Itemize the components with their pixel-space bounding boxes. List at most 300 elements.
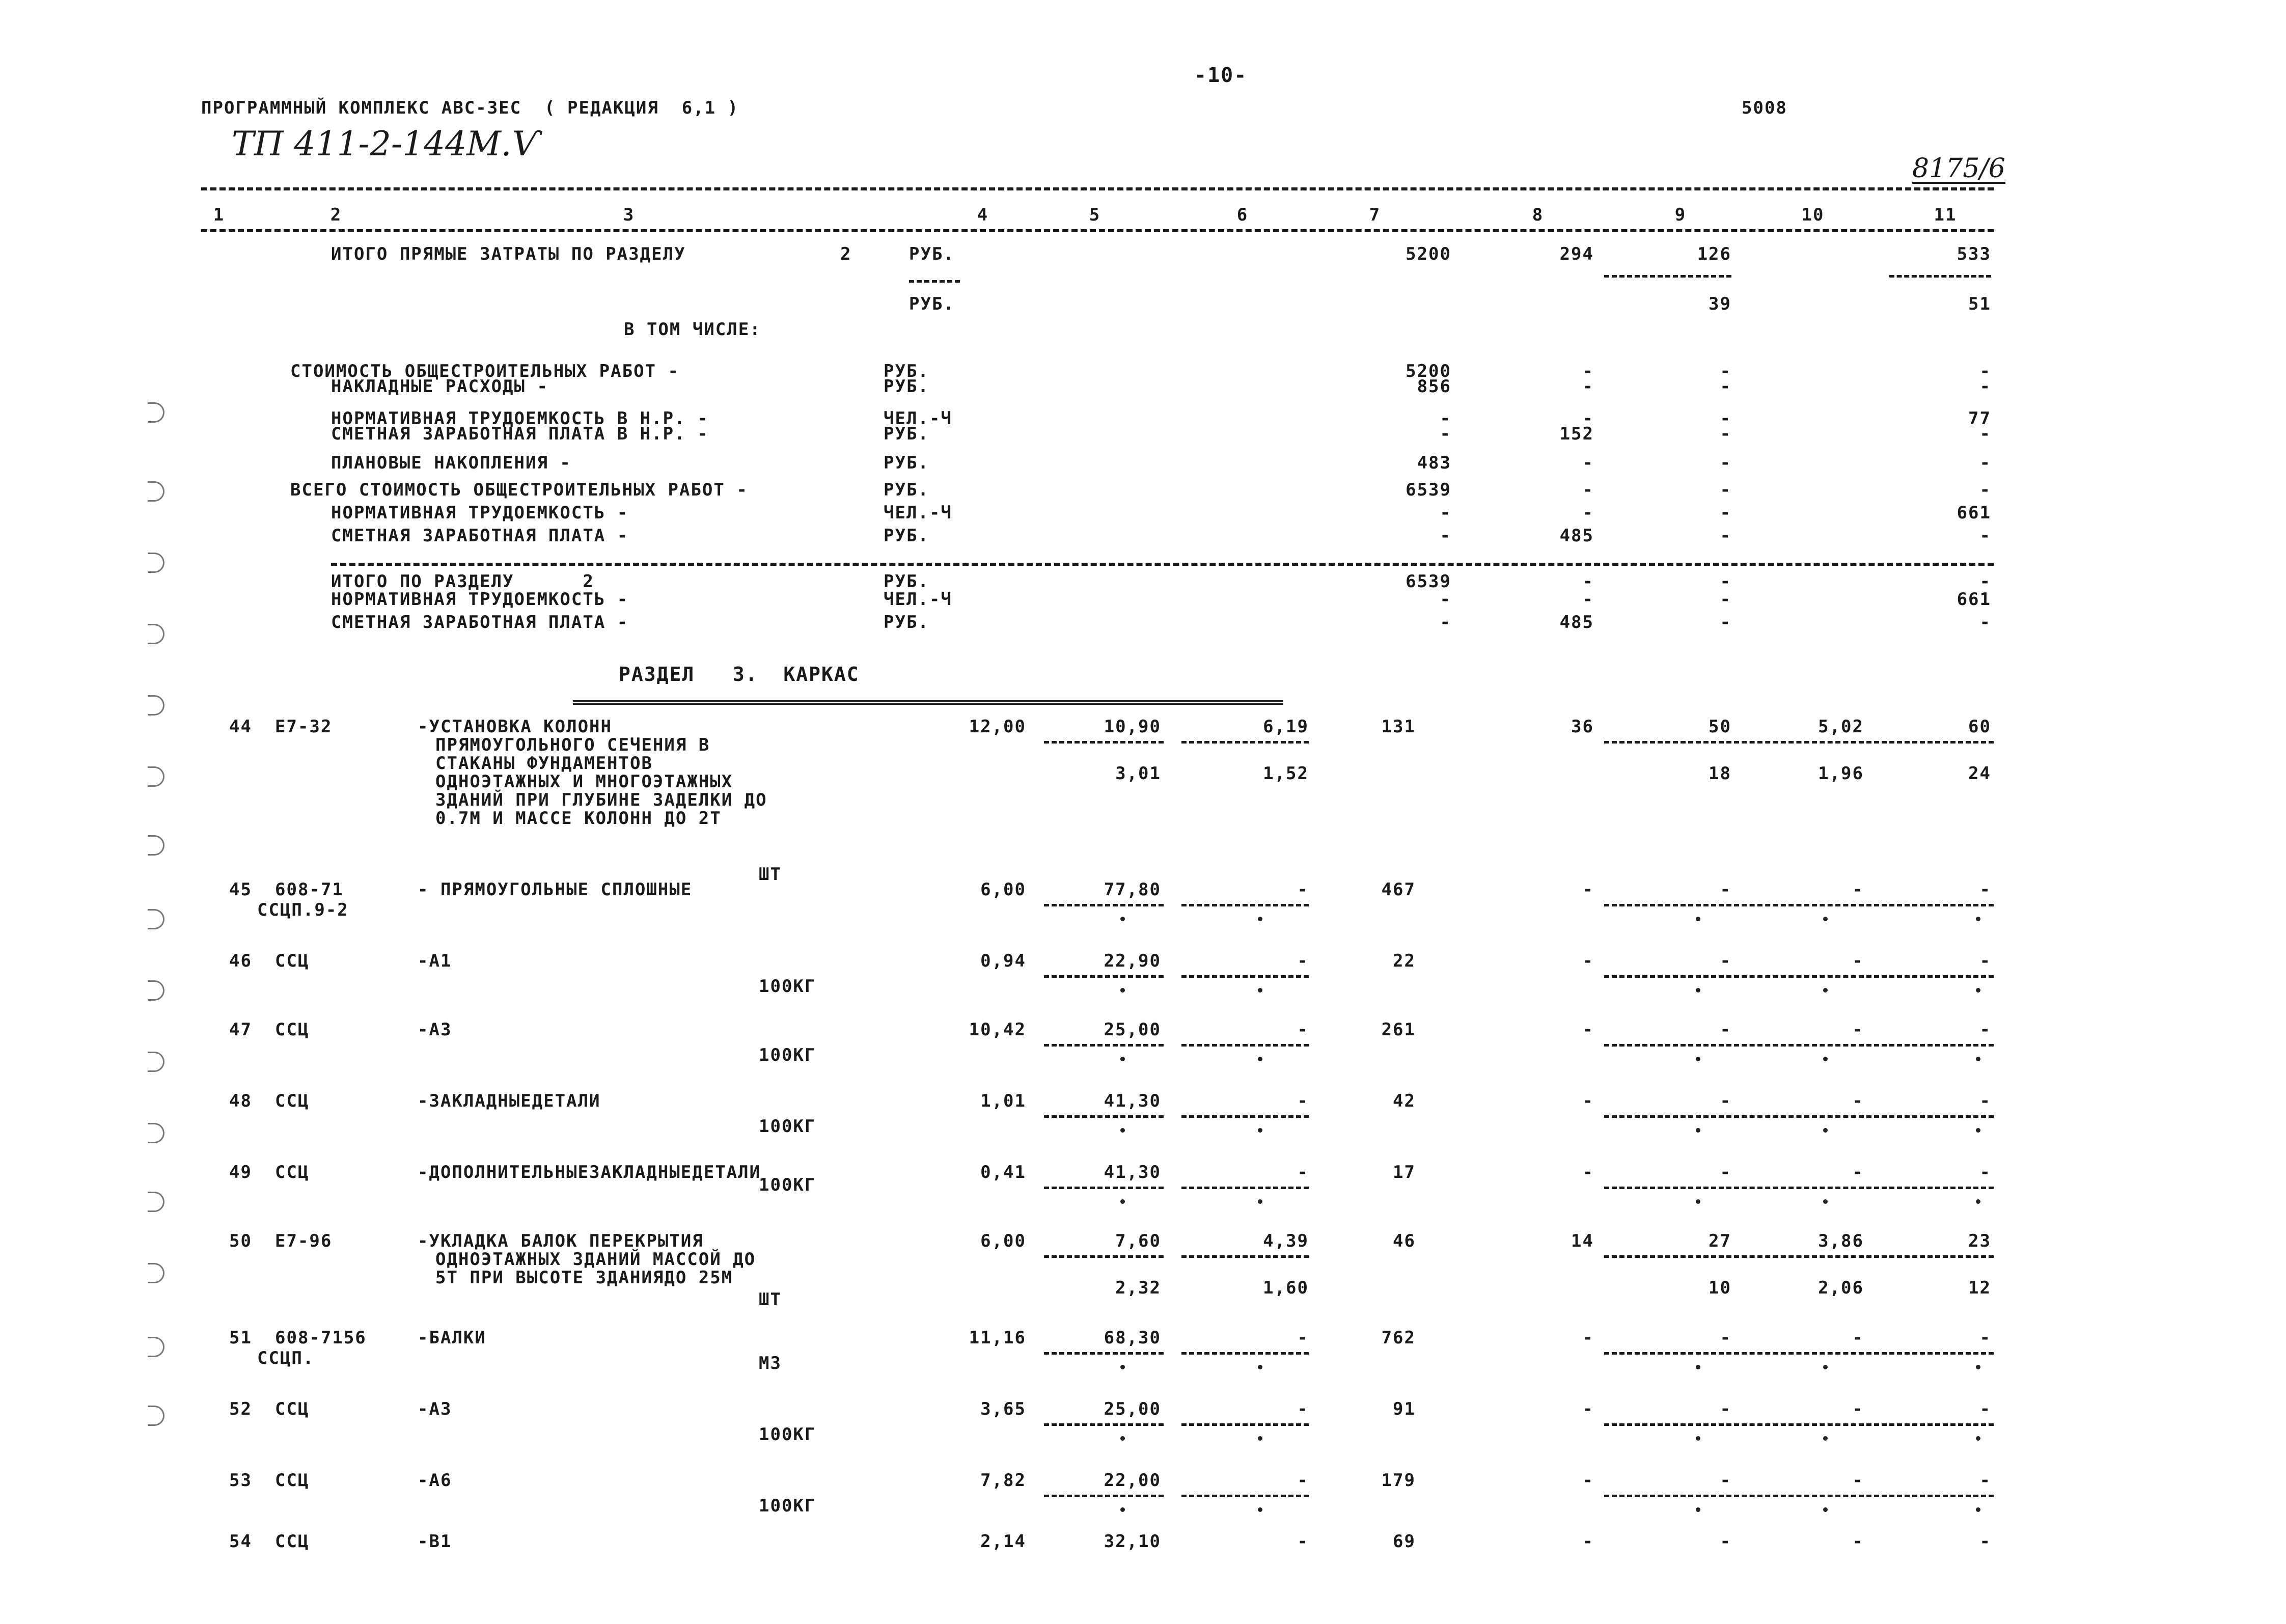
item-total-cost: 42	[1393, 1091, 1416, 1111]
binder-hole-mark	[148, 1123, 164, 1143]
item-sub-rule	[1044, 741, 1164, 744]
item-description-line: -УКЛАДКА БАЛОК ПЕРЕКРЫТИЯ	[418, 1231, 704, 1251]
item-c11: -	[1979, 1091, 1991, 1111]
item-description-line: -А1	[418, 951, 452, 971]
empty-value-mark	[1976, 988, 1980, 993]
item-sub-rule	[1181, 741, 1309, 744]
item-quantity: 0,94	[980, 951, 1026, 971]
item-number: 53	[229, 1470, 252, 1491]
summary-sub-rule-c11	[1889, 275, 1991, 278]
item-c9: -	[1720, 1328, 1731, 1348]
item-code: 608-7156	[275, 1328, 367, 1348]
summary-row-unit: РУБ.	[884, 526, 929, 546]
item-description-line: -ДОПОЛНИТЕЛЬНЫЕЗАКЛАДНЫЕДЕТАЛИ	[418, 1162, 761, 1182]
item-unit: М3	[759, 1353, 782, 1373]
empty-value-mark	[1976, 1365, 1980, 1369]
item-c11: -	[1979, 1399, 1991, 1419]
summary-row-c7: 856	[1417, 376, 1451, 397]
summary-row-label: СМЕТНАЯ ЗАРАБОТНАЯ ПЛАТА -	[331, 526, 629, 546]
item-wage-cost-labour: 1,52	[1263, 763, 1309, 784]
item-sub-rule	[1181, 1115, 1309, 1118]
item-quantity: 1,01	[980, 1091, 1026, 1111]
item-sub-rule	[1866, 1044, 1994, 1047]
item-unit: ШТ	[759, 864, 782, 885]
item-unit-cost: 41,30	[1104, 1091, 1161, 1111]
summary-row-c8: 485	[1559, 526, 1594, 546]
item-c10-labour: 2,06	[1818, 1278, 1864, 1298]
column-numbers-rule	[201, 229, 1994, 232]
item-quantity: 2,14	[980, 1531, 1026, 1552]
section-3-title: РАЗДЕЛ 3. КАРКАС	[619, 663, 860, 685]
item-wage-cost: -	[1297, 1470, 1309, 1491]
summary-row-c7: -	[1440, 424, 1451, 444]
total-row-unit: РУБ.	[884, 571, 929, 592]
item-sub-rule	[1734, 975, 1864, 978]
item-total-wage: -	[1582, 1162, 1594, 1182]
item-code-2: ССЦП.	[257, 1348, 315, 1368]
empty-value-mark	[1258, 988, 1262, 993]
item-number: 48	[229, 1091, 252, 1111]
empty-value-mark	[1120, 1057, 1125, 1061]
item-code: ССЦ	[275, 951, 310, 971]
summary-row-c9: -	[1720, 408, 1731, 429]
table-top-rule	[201, 187, 1994, 190]
summary-row-c9: -	[1720, 424, 1731, 444]
item-unit-cost: 22,00	[1104, 1470, 1161, 1491]
empty-value-mark	[1976, 1057, 1980, 1061]
item-sub-rule	[1181, 1352, 1309, 1355]
item-wage-cost: -	[1297, 1531, 1309, 1552]
section-3-title-underline	[573, 700, 1283, 705]
item-c9-labour: 18	[1709, 763, 1731, 784]
binder-hole-mark	[148, 402, 164, 423]
item-sub-rule	[1181, 904, 1309, 906]
binder-hole-mark	[148, 909, 164, 929]
item-sub-rule	[1604, 1044, 1731, 1047]
column-number: 9	[1674, 205, 1687, 225]
item-c10: -	[1852, 1091, 1864, 1111]
summary-row-c8: -	[1582, 503, 1594, 523]
item-unit-cost: 22,90	[1104, 951, 1161, 971]
item-wage-cost: 6,19	[1263, 717, 1309, 737]
item-sub-rule	[1866, 1495, 1994, 1497]
item-unit-cost: 25,00	[1104, 1020, 1161, 1040]
empty-value-mark	[1823, 1365, 1828, 1369]
empty-value-mark	[1696, 1436, 1700, 1441]
item-total-cost: 762	[1381, 1328, 1416, 1348]
item-unit: 100КГ	[759, 1424, 816, 1445]
summary-row-label: ВСЕГО СТОИМОСТЬ ОБЩЕСТРОИТЕЛЬНЫХ РАБОТ -	[290, 480, 748, 500]
summary-row-c7: -	[1440, 526, 1451, 546]
item-total-cost: 46	[1393, 1231, 1416, 1251]
item-wage-cost: -	[1297, 951, 1309, 971]
item-sub-rule	[1604, 1115, 1731, 1118]
binder-hole-mark	[148, 980, 164, 1001]
item-unit-cost-labour: 3,01	[1115, 763, 1161, 784]
item-sub-rule	[1866, 1423, 1994, 1426]
item-unit: 100КГ	[759, 1045, 816, 1065]
item-unit-cost: 32,10	[1104, 1531, 1161, 1552]
item-c9: -	[1720, 879, 1731, 900]
column-number: 8	[1532, 205, 1544, 225]
total-row-c9: -	[1720, 612, 1731, 632]
item-sub-rule	[1181, 1495, 1309, 1497]
item-total-cost: 69	[1393, 1531, 1416, 1552]
summary-sub-c9: 39	[1709, 294, 1731, 314]
item-code: ССЦ	[275, 1470, 310, 1491]
item-number: 50	[229, 1231, 252, 1251]
item-number: 46	[229, 951, 252, 971]
item-sub-rule	[1181, 1044, 1309, 1047]
item-wage-cost: -	[1297, 1091, 1309, 1111]
summary-row-unit: РУБ.	[884, 376, 929, 397]
item-description-line: -УСТАНОВКА КОЛОНН	[418, 717, 612, 737]
empty-value-mark	[1120, 1128, 1125, 1133]
item-description-line: -А3	[418, 1399, 452, 1419]
item-sub-rule	[1866, 904, 1994, 906]
item-sub-rule	[1604, 1423, 1731, 1426]
item-quantity: 10,42	[969, 1020, 1026, 1040]
binder-hole-mark	[148, 624, 164, 644]
item-sub-rule	[1044, 904, 1164, 906]
summary-c8: 294	[1559, 244, 1594, 264]
item-description-line: -А6	[418, 1470, 452, 1491]
empty-value-mark	[1976, 917, 1980, 921]
empty-value-mark	[1976, 1199, 1980, 1204]
document-code: 5008	[1742, 98, 1787, 118]
item-sub-rule	[1604, 1255, 1731, 1258]
item-unit: 100КГ	[759, 1175, 816, 1195]
item-c11: -	[1979, 951, 1991, 971]
item-code: Е7-32	[275, 717, 333, 737]
item-c10: -	[1852, 1399, 1864, 1419]
total-row-c7: -	[1440, 612, 1451, 632]
summary-row-c8: -	[1582, 480, 1594, 500]
empty-value-mark	[1258, 1507, 1262, 1512]
summary-sub-rule-c9	[1604, 275, 1731, 278]
summary-row-label: ПЛАНОВЫЕ НАКОПЛЕНИЯ -	[331, 453, 571, 473]
binder-hole-mark	[148, 766, 164, 787]
item-unit: ШТ	[759, 1289, 782, 1310]
item-wage-cost: -	[1297, 1162, 1309, 1182]
item-code: ССЦ	[275, 1020, 310, 1040]
item-sub-rule	[1734, 741, 1864, 744]
empty-value-mark	[1258, 1199, 1262, 1204]
item-sub-rule	[1734, 1352, 1864, 1355]
item-quantity: 11,16	[969, 1328, 1026, 1348]
item-total-wage: -	[1582, 879, 1594, 900]
item-c11-labour: 24	[1968, 763, 1991, 784]
column-number: 1	[213, 205, 225, 225]
binder-hole-mark	[148, 553, 164, 573]
empty-value-mark	[1696, 988, 1700, 993]
item-code: ССЦ	[275, 1531, 310, 1552]
empty-value-mark	[1823, 1507, 1828, 1512]
item-sub-rule	[1866, 1115, 1994, 1118]
item-sub-rule	[1044, 1423, 1164, 1426]
item-description-line: ОДНОЭТАЖНЫХ ЗДАНИЙ МАССОЙ ДО	[435, 1249, 756, 1270]
item-description-line: ОДНОЭТАЖНЫХ И МНОГОЭТАЖНЫХ	[435, 772, 733, 792]
summary-row-c7: 483	[1417, 453, 1451, 473]
item-c11: -	[1979, 1470, 1991, 1491]
empty-value-mark	[1823, 988, 1828, 993]
item-c11: -	[1979, 1531, 1991, 1552]
item-c9: -	[1720, 1162, 1731, 1182]
item-total-wage: 14	[1571, 1231, 1594, 1251]
summary-row-unit: РУБ.	[884, 424, 929, 444]
summary-c11: 533	[1957, 244, 1991, 264]
summary-c9: 126	[1697, 244, 1731, 264]
item-quantity: 6,00	[980, 879, 1026, 900]
summary-section-number: 2	[840, 244, 852, 264]
binder-hole-mark	[148, 481, 164, 502]
total-row-c9: -	[1720, 589, 1731, 610]
item-number: 47	[229, 1020, 252, 1040]
column-number: 3	[623, 205, 635, 225]
item-quantity: 0,41	[980, 1162, 1026, 1182]
summary-row-unit: РУБ.	[884, 361, 929, 381]
column-number: 11	[1934, 205, 1957, 225]
total-row-c9: -	[1720, 571, 1731, 592]
summary-row-label: СМЕТНАЯ ЗАРАБОТНАЯ ПЛАТА В Н.Р. -	[331, 424, 709, 444]
summary-sub-rule-unit	[909, 280, 960, 283]
item-total-wage: 36	[1571, 717, 1594, 737]
item-c11: -	[1979, 1020, 1991, 1040]
column-number: 2	[330, 205, 342, 225]
total-row-c8: -	[1582, 571, 1594, 592]
item-c9: 50	[1709, 717, 1731, 737]
item-wage-cost: -	[1297, 879, 1309, 900]
item-description-line: СТАКАНЫ ФУНДАМЕНТОВ	[435, 753, 653, 774]
item-number: 45	[229, 879, 252, 900]
item-wage-cost: 4,39	[1263, 1231, 1309, 1251]
item-unit-cost: 10,90	[1104, 717, 1161, 737]
empty-value-mark	[1120, 1507, 1125, 1512]
summary-row-c8: -	[1582, 453, 1594, 473]
item-quantity: 3,65	[980, 1399, 1026, 1419]
item-code: ССЦ	[275, 1399, 310, 1419]
summary-row-c11: -	[1979, 376, 1991, 397]
item-sub-rule	[1866, 1187, 1994, 1189]
item-unit: 100КГ	[759, 976, 816, 997]
project-number: ТП 411-2-144М.Ѵ	[232, 124, 541, 163]
item-sub-rule	[1866, 1255, 1994, 1258]
item-wage-cost: -	[1297, 1399, 1309, 1419]
item-sub-rule	[1044, 1115, 1164, 1118]
summary-row-c8: -	[1582, 408, 1594, 429]
total-row-unit: ЧЕЛ.-Ч	[884, 589, 952, 610]
binder-hole-mark	[148, 835, 164, 856]
binder-hole-mark	[148, 1052, 164, 1072]
item-description-line: -А3	[418, 1020, 452, 1040]
item-quantity: 6,00	[980, 1231, 1026, 1251]
item-sub-rule	[1866, 741, 1994, 744]
summary-row-unit: РУБ.	[884, 480, 929, 500]
item-unit-cost: 7,60	[1115, 1231, 1161, 1251]
item-number: 54	[229, 1531, 252, 1552]
summary-label: ИТОГО ПРЯМЫЕ ЗАТРАТЫ ПО РАЗДЕЛУ	[331, 244, 686, 264]
total-row-c8: 485	[1559, 612, 1594, 632]
column-number: 7	[1369, 205, 1381, 225]
item-sub-rule	[1181, 1187, 1309, 1189]
item-sub-rule	[1604, 741, 1731, 744]
item-unit: 100КГ	[759, 1496, 816, 1516]
item-c9: -	[1720, 1531, 1731, 1552]
item-c10: -	[1852, 1531, 1864, 1552]
summary-sub-c11: 51	[1968, 294, 1991, 314]
summary-row-c11: -	[1979, 424, 1991, 444]
item-total-cost: 179	[1381, 1470, 1416, 1491]
item-sub-rule	[1734, 1187, 1864, 1189]
binder-hole-mark	[148, 1263, 164, 1283]
empty-value-mark	[1120, 1365, 1125, 1369]
empty-value-mark	[1696, 1365, 1700, 1369]
empty-value-mark	[1258, 1128, 1262, 1133]
empty-value-mark	[1258, 1365, 1262, 1369]
summary-row-c11: -	[1979, 453, 1991, 473]
item-sub-rule	[1044, 1495, 1164, 1497]
sheet-number: 8175/6	[1912, 153, 2005, 184]
item-wage-cost: -	[1297, 1328, 1309, 1348]
column-number: 5	[1089, 205, 1101, 225]
item-sub-rule	[1734, 1495, 1864, 1497]
item-sub-rule	[1044, 1255, 1164, 1258]
item-code: 608-71	[275, 879, 344, 900]
item-description-line: -ЗАКЛАДНЫЕДЕТАЛИ	[418, 1091, 601, 1111]
item-c9: -	[1720, 1091, 1731, 1111]
item-c10-labour: 1,96	[1818, 763, 1864, 784]
item-sub-rule	[1734, 1044, 1864, 1047]
summary-row-c8: -	[1582, 376, 1594, 397]
item-code: ССЦ	[275, 1162, 310, 1182]
item-sub-rule	[1181, 1423, 1309, 1426]
summary-row-c11: -	[1979, 526, 1991, 546]
item-sub-rule	[1181, 1255, 1309, 1258]
item-sub-rule	[1044, 1044, 1164, 1047]
item-total-wage: -	[1582, 1531, 1594, 1552]
item-c11-labour: 12	[1968, 1278, 1991, 1298]
page-number: -10-	[1194, 64, 1248, 87]
item-sub-rule	[1734, 1423, 1864, 1426]
item-unit-cost: 77,80	[1104, 879, 1161, 900]
item-number: 52	[229, 1399, 252, 1419]
empty-value-mark	[1258, 1436, 1262, 1441]
summary-c7: 5200	[1406, 244, 1451, 264]
item-c9: -	[1720, 1470, 1731, 1491]
summary-row-c7: 6539	[1406, 480, 1451, 500]
item-c10: -	[1852, 1470, 1864, 1491]
item-sub-rule	[1604, 1495, 1731, 1497]
item-number: 51	[229, 1328, 252, 1348]
item-c10: 5,02	[1818, 717, 1864, 737]
item-c11: 60	[1968, 717, 1991, 737]
item-c10: -	[1852, 1328, 1864, 1348]
item-code-2: ССЦП.9-2	[257, 900, 349, 920]
item-sub-rule	[1044, 975, 1164, 978]
summary-row-unit: РУБ.	[884, 453, 929, 473]
item-c11: -	[1979, 879, 1991, 900]
empty-value-mark	[1976, 1128, 1980, 1133]
item-description-line: ПРЯМОУГОЛЬНОГО СЕЧЕНИЯ В	[435, 735, 710, 755]
summary-row-c11: 77	[1968, 408, 1991, 429]
summary-row-label: НОРМАТИВНАЯ ТРУДОЕМКОСТЬ В Н.Р. -	[331, 408, 709, 429]
item-sub-rule	[1734, 1115, 1864, 1118]
item-sub-rule	[1044, 1187, 1164, 1189]
including-heading: В ТОМ ЧИСЛЕ:	[624, 319, 761, 340]
binder-hole-mark	[148, 1406, 164, 1426]
item-unit: 100КГ	[759, 1116, 816, 1137]
summary-row-c7: 5200	[1406, 361, 1451, 381]
empty-value-mark	[1823, 917, 1828, 921]
empty-value-mark	[1823, 1128, 1828, 1133]
total-row-c7: -	[1440, 589, 1451, 610]
item-sub-rule	[1044, 1352, 1164, 1355]
summary-row-c7: -	[1440, 503, 1451, 523]
item-wage-cost-labour: 1,60	[1263, 1278, 1309, 1298]
column-number: 6	[1236, 205, 1249, 225]
item-sub-rule	[1866, 975, 1994, 978]
total-row-label: ИТОГО ПО РАЗДЕЛУ 2	[331, 571, 594, 592]
total-row-unit: РУБ.	[884, 612, 929, 632]
item-total-wage: -	[1582, 1399, 1594, 1419]
total-row-c11: 661	[1957, 589, 1991, 610]
column-number: 4	[977, 205, 989, 225]
total-row-c7: 6539	[1406, 571, 1451, 592]
summary-row-c7: -	[1440, 408, 1451, 429]
item-unit-cost-labour: 2,32	[1115, 1278, 1161, 1298]
item-description-line: -В1	[418, 1531, 452, 1552]
item-c9: -	[1720, 1399, 1731, 1419]
summary-row-c9: -	[1720, 361, 1731, 381]
binder-hole-mark	[148, 695, 164, 715]
binder-hole-mark	[148, 1192, 164, 1212]
empty-value-mark	[1823, 1199, 1828, 1204]
summary-row-c11: 661	[1957, 503, 1991, 523]
item-total-wage: -	[1582, 1020, 1594, 1040]
item-description-line: 0.7М И МАССЕ КОЛОНН ДО 2Т	[435, 808, 722, 829]
item-total-cost: 131	[1381, 717, 1416, 737]
empty-value-mark	[1696, 1128, 1700, 1133]
total-row-c8: -	[1582, 589, 1594, 610]
item-quantity: 7,82	[980, 1470, 1026, 1491]
item-c11: -	[1979, 1328, 1991, 1348]
summary-row-label: НОРМАТИВНАЯ ТРУДОЕМКОСТЬ -	[331, 503, 629, 523]
binder-hole-mark	[148, 1337, 164, 1357]
item-total-cost: 467	[1381, 879, 1416, 900]
item-total-wage: -	[1582, 1470, 1594, 1491]
item-total-cost: 17	[1393, 1162, 1416, 1182]
summary-row-c11: -	[1979, 361, 1991, 381]
empty-value-mark	[1696, 917, 1700, 921]
summary-row-label: НАКЛАДНЫЕ РАСХОДЫ -	[331, 376, 548, 397]
total-row-c11: -	[1979, 612, 1991, 632]
item-sub-rule	[1604, 975, 1731, 978]
summary-row-label: СТОИМОСТЬ ОБЩЕСТРОИТЕЛЬНЫХ РАБОТ -	[290, 361, 679, 381]
item-sub-rule	[1604, 1187, 1731, 1189]
item-c10: -	[1852, 1162, 1864, 1182]
empty-value-mark	[1120, 1436, 1125, 1441]
item-number: 49	[229, 1162, 252, 1182]
item-c9-labour: 10	[1709, 1278, 1731, 1298]
item-c10: -	[1852, 951, 1864, 971]
item-sub-rule	[1604, 1352, 1731, 1355]
item-wage-cost: -	[1297, 1020, 1309, 1040]
item-description-line: ЗДАНИЙ ПРИ ГЛУБИНЕ ЗАДЕЛКИ ДО	[435, 790, 767, 810]
item-sub-rule	[1734, 1255, 1864, 1258]
item-sub-rule	[1866, 1352, 1994, 1355]
empty-value-mark	[1120, 1199, 1125, 1204]
summary-total-rule	[331, 563, 1994, 566]
